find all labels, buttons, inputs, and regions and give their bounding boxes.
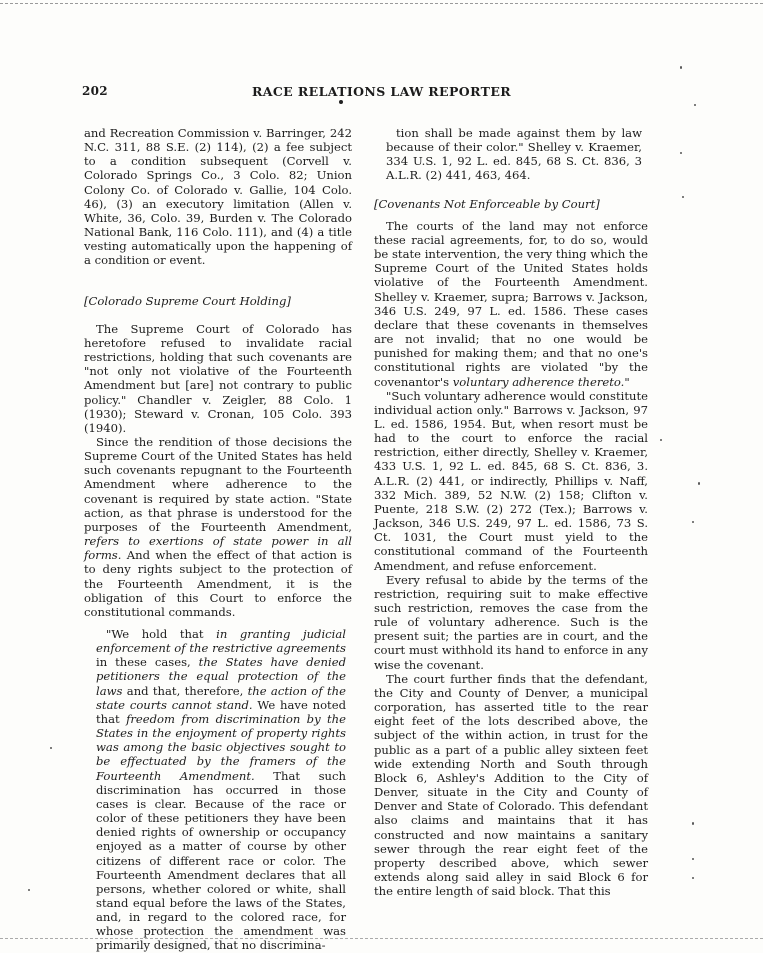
running-head: RACE RELATIONS LAW REPORTER [251, 84, 512, 99]
scan-speck [28, 889, 30, 891]
scan-speck [698, 482, 700, 485]
scan-speck [680, 66, 682, 69]
page-top-edge [0, 3, 763, 4]
scan-speck [692, 877, 694, 879]
section-heading: [Colorado Supreme Court Holding] [84, 293, 291, 308]
scan-speck [694, 104, 696, 106]
paragraph: Every refusal to abide by the terms of the restriction, requiring suit to make effective such restriction, removes the case from the rule of voluntary adherence. Such is the present suit; the parties are in court, and the court must withhold its hand to enforce in any wise the covenant. [374, 572, 648, 672]
header-ornament-dot [339, 100, 343, 104]
block-quote-continued: tion shall be made against them by law because of their color." Shelley v. Kraemer, 334 U.S. 1, 92 L. ed. 845, 68 S. Ct. 836, 3 A.L.R. (2) 441, 463, 464. [386, 126, 642, 183]
scan-speck [680, 152, 682, 154]
section-heading: [Covenants Not Enforceable by Court] [374, 196, 600, 211]
paragraph: Since the rendition of those decisions the Supreme Court of the United States has held such covenants repugnant to the Fourteenth Amendment where adherence to the covenant is required by state action. "State action, as that phrase is understood for the purposes of the Fourteenth Amendment, refers to exertions of state power in all forms. And when the effect of that action is to deny rights subject to the protection of the Fourteenth Amendment, it is the obligation of this Court to enforce the constitutional commands. [84, 434, 352, 619]
scan-speck [50, 747, 52, 749]
paragraph: The court further finds that the defendant, the City and County of Denver, a municipal corporation, has asserted title to the rear eight feet of the lots described above, the subject of the within action, in trust for the public as a part of a public alley sixteen feet wide extending North and South through Block 6, Ashley's Addition to the City of Denver, situate in the City and County of Denver and State of Colorado. This defendant also claims and maintains that it has constructed and now maintains a sanitary sewer through the rear eight feet of the property described above, which sewer extends along said alley in said Block 6 for the entire length of said block. That this [374, 671, 648, 899]
scan-speck [692, 822, 694, 825]
scan-speck [660, 439, 662, 441]
scan-speck [682, 196, 684, 198]
scan-speck [692, 858, 694, 860]
paragraph: The Supreme Court of Colorado has heretofore refused to invalidate racial restrictions, holding that such covenants are "not only not violative of the Fourteenth Amendment but [are] not contrary to public policy." Chandler v. Zeigler, 88 Colo. 1 (1930); Steward v. Cronan, 105 Colo. 393 (1940). [84, 321, 352, 435]
paragraph: "Such voluntary adherence would constitute individual action only." Barrows v. Jackson, 97 L. ed. 1586, 1954. But, when resort must be had to the court to enforce the racial restriction, either directly, Shelley v. Kraemer, 433 U.S. 1, 92 L. ed. 845, 68 S. Ct. 836, 3. A.L.R. (2) 441, or indirectly, Phillips v. Naff, 332 Mich. 389, 52 N.W. (2) 158; Clifton v. Puente, 218 S.W. (2) 272 (Tex.); Barrows v. Jackson, 346 U.S. 249, 97 L. ed. 1586, 73 S. Ct. 1031, the Court must yield to the constitutional command of the Fourteenth Amendment, and refuse enforcement. [374, 388, 648, 573]
paragraph: The courts of the land may not enforce these racial agreements, for, to do so, would be state intervention, the very thing which the Supreme Court of the United States holds violative of the Fourteenth Amendment. Shelley v. Kraemer, supra; Barrows v. Jackson, 346 U.S. 249, 97 L. ed. 1586. These cases declare that these covenants in themselves are not invalid; that no one would be punished for making them; and that no one's constitutional rights are violated "by the covenantor's voluntary adherence thereto." [374, 218, 648, 389]
block-quote: "We hold that in granting judicial enforcement of the restrictive agreements in these cases, the States have denied petitioners the equal protection of the laws and that, therefore, the action of the state courts cannot stand. We have noted that freedom from discrimination by the States in the enjoyment of property rights was among the basic objectives sought to be effectuated by the framers of the Fourteenth Amendment. That such discrimination has occurred in those cases is clear. Because of the race or color of these petitioners they have been denied rights of ownership or occupancy enjoyed as a matter of course by other citizens of different race or color. The Fourteenth Amendment declares that all persons, whether colored or white, shall stand equal before the laws of the States, and, in regard to the colored race, for whose protection the amendment was primarily designed, that no discrimina- [96, 627, 347, 953]
page-number: 202 [82, 84, 108, 98]
page-bottom-edge [0, 938, 763, 939]
right-column [374, 126, 648, 898]
paragraph: and Recreation Commission v. Barringer, 242 N.C. 311, 88 S.E. (2) 114), (2) a fee subject to a condition subsequent (Corvell v. Colorado Springs Co., 3 Colo. 82; Union Colony Co. of Colorado v. Gallie, 104 Colo. 46), (3) an executory limitation (Allen v. White, 36, Colo. 39, Burden v. The Colorado National Bank, 116 Colo. 111), and (4) a title vesting automatically upon the happening of a condition or event. [84, 126, 352, 268]
scan-speck [692, 521, 694, 523]
left-column [84, 126, 352, 953]
